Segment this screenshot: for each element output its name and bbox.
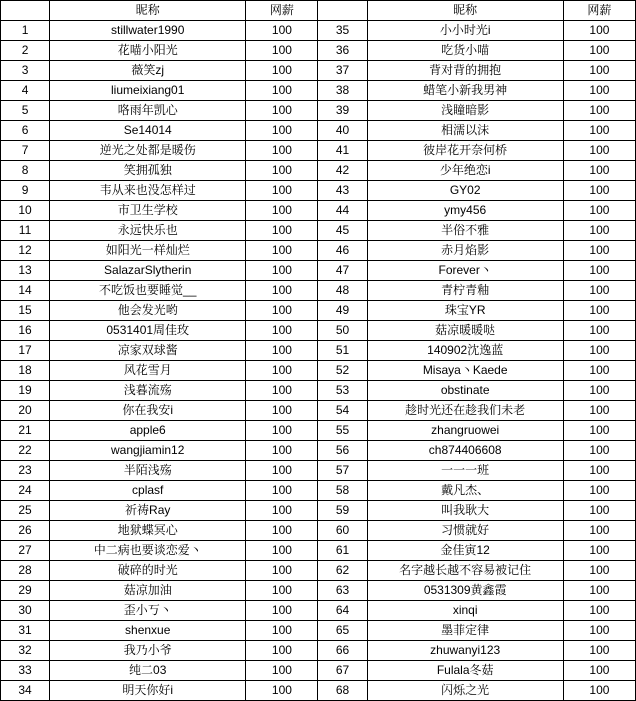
row-index-right: 62 xyxy=(318,561,367,581)
table-header-row xyxy=(1,1,636,21)
row-nickname-right: 背对背的拥抱 xyxy=(367,61,563,81)
row-pay-left: 100 xyxy=(246,141,318,161)
row-nickname-right: Fulala冬菇 xyxy=(367,661,563,681)
row-index-left: 20 xyxy=(1,401,50,421)
row-pay-left: 100 xyxy=(246,421,318,441)
row-index-left: 32 xyxy=(1,641,50,661)
row-nickname-left: 韦从来也没怎样过 xyxy=(50,181,246,201)
row-index-right: 56 xyxy=(318,441,367,461)
table-row xyxy=(1,561,636,581)
table-row xyxy=(1,601,636,621)
table-row xyxy=(1,221,636,241)
row-pay-right: 100 xyxy=(563,381,635,401)
row-pay-left: 100 xyxy=(246,501,318,521)
row-nickname-left: 如阳光一样灿烂 xyxy=(50,241,246,261)
row-index-left: 22 xyxy=(1,441,50,461)
row-pay-left: 100 xyxy=(246,361,318,381)
row-nickname-left: SalazarSlytherin xyxy=(50,261,246,281)
row-pay-right: 100 xyxy=(563,561,635,581)
row-index-right: 65 xyxy=(318,621,367,641)
table-row xyxy=(1,321,636,341)
row-nickname-left: 我乃小爷 xyxy=(50,641,246,661)
row-pay-right: 100 xyxy=(563,41,635,61)
row-pay-left: 100 xyxy=(246,61,318,81)
row-nickname-left: stillwater1990 xyxy=(50,21,246,41)
row-pay-right: 100 xyxy=(563,261,635,281)
table-row xyxy=(1,461,636,481)
row-index-right: 53 xyxy=(318,381,367,401)
row-pay-left: 100 xyxy=(246,561,318,581)
row-index-left: 17 xyxy=(1,341,50,361)
row-index-right: 58 xyxy=(318,481,367,501)
row-index-right: 43 xyxy=(318,181,367,201)
row-index-left: 26 xyxy=(1,521,50,541)
row-nickname-right: 半俗不雅 xyxy=(367,221,563,241)
row-pay-left: 100 xyxy=(246,181,318,201)
row-index-right: 59 xyxy=(318,501,367,521)
table-body xyxy=(1,21,636,701)
row-index-right: 61 xyxy=(318,541,367,561)
table-row xyxy=(1,641,636,661)
row-nickname-left: 不吃饭也要睡觉__ xyxy=(50,281,246,301)
row-nickname-left: 明天你好i xyxy=(50,681,246,701)
table-row xyxy=(1,441,636,461)
row-pay-right: 100 xyxy=(563,361,635,381)
row-nickname-left: shenxue xyxy=(50,621,246,641)
row-index-right: 63 xyxy=(318,581,367,601)
row-index-left: 11 xyxy=(1,221,50,241)
table-row xyxy=(1,681,636,701)
table-row xyxy=(1,201,636,221)
row-index-left: 9 xyxy=(1,181,50,201)
row-index-left: 28 xyxy=(1,561,50,581)
row-nickname-left: 永远快乐也 xyxy=(50,221,246,241)
row-nickname-right: 0531309黄鑫霞 xyxy=(367,581,563,601)
row-index-left: 29 xyxy=(1,581,50,601)
row-pay-left: 100 xyxy=(246,201,318,221)
row-nickname-right: 吃货小喵 xyxy=(367,41,563,61)
row-pay-left: 100 xyxy=(246,241,318,261)
row-index-left: 6 xyxy=(1,121,50,141)
row-pay-left: 100 xyxy=(246,281,318,301)
row-pay-right: 100 xyxy=(563,301,635,321)
row-nickname-left: 市卫生学校 xyxy=(50,201,246,221)
row-pay-right: 100 xyxy=(563,181,635,201)
row-pay-left: 100 xyxy=(246,541,318,561)
row-pay-right: 100 xyxy=(563,421,635,441)
row-index-left: 27 xyxy=(1,541,50,561)
row-nickname-right: xinqi xyxy=(367,601,563,621)
row-pay-right: 100 xyxy=(563,241,635,261)
row-nickname-left: liumeixiang01 xyxy=(50,81,246,101)
row-nickname-right: 小小时光i xyxy=(367,21,563,41)
row-nickname-left: 破碎的时光 xyxy=(50,561,246,581)
table-row xyxy=(1,41,636,61)
row-nickname-left: Se14014 xyxy=(50,121,246,141)
row-index-right: 39 xyxy=(318,101,367,121)
row-pay-left: 100 xyxy=(246,301,318,321)
row-nickname-left: 地狱蝶冥心 xyxy=(50,521,246,541)
row-index-right: 66 xyxy=(318,641,367,661)
row-index-left: 10 xyxy=(1,201,50,221)
row-index-right: 42 xyxy=(318,161,367,181)
header-index-left xyxy=(1,1,50,21)
row-index-right: 38 xyxy=(318,81,367,101)
row-pay-right: 100 xyxy=(563,581,635,601)
table-row xyxy=(1,261,636,281)
row-nickname-right: 青柠青釉 xyxy=(367,281,563,301)
table-row xyxy=(1,421,636,441)
row-index-right: 44 xyxy=(318,201,367,221)
table-row xyxy=(1,661,636,681)
row-pay-right: 100 xyxy=(563,681,635,701)
row-pay-right: 100 xyxy=(563,201,635,221)
row-nickname-left: 逆光之处都是暖伤 xyxy=(50,141,246,161)
row-nickname-right: 少年绝恋i xyxy=(367,161,563,181)
row-nickname-left: 歪小丂丶 xyxy=(50,601,246,621)
table-row xyxy=(1,61,636,81)
row-pay-left: 100 xyxy=(246,621,318,641)
row-nickname-left: apple6 xyxy=(50,421,246,441)
table-row xyxy=(1,121,636,141)
row-nickname-right: zhuwanyi123 xyxy=(367,641,563,661)
row-pay-right: 100 xyxy=(563,661,635,681)
row-index-left: 23 xyxy=(1,461,50,481)
row-index-left: 4 xyxy=(1,81,50,101)
row-index-right: 41 xyxy=(318,141,367,161)
table-row xyxy=(1,281,636,301)
row-pay-right: 100 xyxy=(563,21,635,41)
row-index-left: 12 xyxy=(1,241,50,261)
row-index-left: 8 xyxy=(1,161,50,181)
row-nickname-right: 一一一班 xyxy=(367,461,563,481)
row-pay-left: 100 xyxy=(246,641,318,661)
row-index-left: 30 xyxy=(1,601,50,621)
row-nickname-left: 咯雨年凯心 xyxy=(50,101,246,121)
row-nickname-left: 菇凉加油 xyxy=(50,581,246,601)
row-index-left: 15 xyxy=(1,301,50,321)
row-nickname-right: 菇凉暖暖哒 xyxy=(367,321,563,341)
row-pay-left: 100 xyxy=(246,101,318,121)
row-nickname-right: ch874406608 xyxy=(367,441,563,461)
row-nickname-right: 浅瞳暗影 xyxy=(367,101,563,121)
row-nickname-right: 趁时光还在趁我们未老 xyxy=(367,401,563,421)
row-nickname-right: 戴凡杰、 xyxy=(367,481,563,501)
row-index-right: 35 xyxy=(318,21,367,41)
row-pay-left: 100 xyxy=(246,601,318,621)
row-index-left: 25 xyxy=(1,501,50,521)
row-index-right: 46 xyxy=(318,241,367,261)
row-index-right: 48 xyxy=(318,281,367,301)
row-pay-right: 100 xyxy=(563,81,635,101)
row-index-left: 3 xyxy=(1,61,50,81)
row-index-left: 18 xyxy=(1,361,50,381)
row-pay-right: 100 xyxy=(563,481,635,501)
row-nickname-right: 相濡以沫 xyxy=(367,121,563,141)
table-row xyxy=(1,381,636,401)
row-nickname-left: cplasf xyxy=(50,481,246,501)
header-pay-right: 网薪 xyxy=(563,1,635,21)
table-row xyxy=(1,501,636,521)
header-pay-left: 网薪 xyxy=(246,1,318,21)
row-nickname-right: obstinate xyxy=(367,381,563,401)
row-index-right: 40 xyxy=(318,121,367,141)
row-pay-left: 100 xyxy=(246,381,318,401)
table-row xyxy=(1,621,636,641)
row-pay-right: 100 xyxy=(563,101,635,121)
row-nickname-left: 他会发光哟 xyxy=(50,301,246,321)
row-index-right: 67 xyxy=(318,661,367,681)
row-pay-right: 100 xyxy=(563,601,635,621)
row-index-left: 33 xyxy=(1,661,50,681)
table-row xyxy=(1,521,636,541)
row-pay-left: 100 xyxy=(246,21,318,41)
table-row xyxy=(1,161,636,181)
header-index-right xyxy=(318,1,367,21)
table-row xyxy=(1,21,636,41)
row-index-right: 55 xyxy=(318,421,367,441)
row-nickname-right: 彼岸花开奈何桥 xyxy=(367,141,563,161)
row-index-left: 14 xyxy=(1,281,50,301)
row-index-right: 36 xyxy=(318,41,367,61)
table-row xyxy=(1,541,636,561)
row-nickname-left: 祈祷Ray xyxy=(50,501,246,521)
row-index-right: 57 xyxy=(318,461,367,481)
row-pay-left: 100 xyxy=(246,581,318,601)
row-pay-left: 100 xyxy=(246,41,318,61)
row-nickname-right: ymy456 xyxy=(367,201,563,221)
row-index-right: 52 xyxy=(318,361,367,381)
row-nickname-left: 风花雪月 xyxy=(50,361,246,381)
header-nickname-right: 昵称 xyxy=(367,1,563,21)
row-nickname-left: 凉家双球酱 xyxy=(50,341,246,361)
table-row xyxy=(1,581,636,601)
row-nickname-left: 浅暮流殇 xyxy=(50,381,246,401)
row-index-left: 7 xyxy=(1,141,50,161)
row-pay-left: 100 xyxy=(246,321,318,341)
row-index-left: 31 xyxy=(1,621,50,641)
row-index-left: 2 xyxy=(1,41,50,61)
row-nickname-right: 叫我耿大 xyxy=(367,501,563,521)
table-row xyxy=(1,341,636,361)
row-pay-left: 100 xyxy=(246,481,318,501)
row-nickname-left: 纯二03 xyxy=(50,661,246,681)
row-index-right: 60 xyxy=(318,521,367,541)
row-nickname-right: 珠宝YR xyxy=(367,301,563,321)
row-index-left: 16 xyxy=(1,321,50,341)
row-nickname-right: Misaya丶Kaede xyxy=(367,361,563,381)
table-row xyxy=(1,481,636,501)
row-nickname-right: 闪烁之光 xyxy=(367,681,563,701)
row-pay-right: 100 xyxy=(563,61,635,81)
header-nickname-left: 昵称 xyxy=(50,1,246,21)
row-nickname-right: GY02 xyxy=(367,181,563,201)
row-nickname-right: Forever丶 xyxy=(367,261,563,281)
row-nickname-left: 0531401周佳玫 xyxy=(50,321,246,341)
row-nickname-left: 笑拥孤独 xyxy=(50,161,246,181)
row-index-right: 45 xyxy=(318,221,367,241)
row-nickname-left: 花喵小阳光 xyxy=(50,41,246,61)
row-pay-right: 100 xyxy=(563,141,635,161)
row-pay-right: 100 xyxy=(563,161,635,181)
row-index-left: 24 xyxy=(1,481,50,501)
row-index-right: 68 xyxy=(318,681,367,701)
row-index-right: 64 xyxy=(318,601,367,621)
row-nickname-right: 赤月焰影 xyxy=(367,241,563,261)
row-pay-left: 100 xyxy=(246,161,318,181)
table-row xyxy=(1,241,636,261)
row-pay-right: 100 xyxy=(563,281,635,301)
row-pay-right: 100 xyxy=(563,401,635,421)
row-index-right: 47 xyxy=(318,261,367,281)
row-pay-right: 100 xyxy=(563,501,635,521)
table-row xyxy=(1,181,636,201)
row-nickname-left: 中二病也要谈恋爱丶 xyxy=(50,541,246,561)
row-nickname-right: 140902沈逸蓝 xyxy=(367,341,563,361)
row-pay-right: 100 xyxy=(563,461,635,481)
row-index-left: 19 xyxy=(1,381,50,401)
row-pay-left: 100 xyxy=(246,81,318,101)
row-index-right: 54 xyxy=(318,401,367,421)
row-index-right: 49 xyxy=(318,301,367,321)
row-pay-left: 100 xyxy=(246,461,318,481)
row-pay-right: 100 xyxy=(563,341,635,361)
table-row xyxy=(1,401,636,421)
table-row xyxy=(1,101,636,121)
row-pay-left: 100 xyxy=(246,221,318,241)
row-pay-left: 100 xyxy=(246,441,318,461)
row-pay-right: 100 xyxy=(563,621,635,641)
row-index-right: 50 xyxy=(318,321,367,341)
row-pay-left: 100 xyxy=(246,521,318,541)
row-nickname-left: 半陌浅殇 xyxy=(50,461,246,481)
row-nickname-left: wangjiamin12 xyxy=(50,441,246,461)
table-row xyxy=(1,361,636,381)
row-index-left: 13 xyxy=(1,261,50,281)
row-pay-right: 100 xyxy=(563,521,635,541)
row-index-left: 1 xyxy=(1,21,50,41)
row-pay-right: 100 xyxy=(563,541,635,561)
row-nickname-right: 蜡笔小新我男神 xyxy=(367,81,563,101)
row-index-left: 5 xyxy=(1,101,50,121)
row-nickname-left: 你在我安i xyxy=(50,401,246,421)
row-pay-right: 100 xyxy=(563,321,635,341)
row-nickname-right: zhangruowei xyxy=(367,421,563,441)
row-pay-left: 100 xyxy=(246,341,318,361)
row-nickname-right: 习惯就好 xyxy=(367,521,563,541)
row-pay-left: 100 xyxy=(246,261,318,281)
row-pay-right: 100 xyxy=(563,441,635,461)
row-pay-right: 100 xyxy=(563,221,635,241)
row-nickname-right: 墨菲定律 xyxy=(367,621,563,641)
row-pay-left: 100 xyxy=(246,401,318,421)
row-index-right: 37 xyxy=(318,61,367,81)
row-pay-left: 100 xyxy=(246,681,318,701)
row-index-left: 21 xyxy=(1,421,50,441)
row-pay-right: 100 xyxy=(563,641,635,661)
table-row xyxy=(1,81,636,101)
row-nickname-right: 金佳寅12 xyxy=(367,541,563,561)
row-pay-left: 100 xyxy=(246,661,318,681)
row-nickname-left: 薇笑zj xyxy=(50,61,246,81)
row-pay-right: 100 xyxy=(563,121,635,141)
table-row xyxy=(1,301,636,321)
row-nickname-right: 名字越长越不容易被记住 xyxy=(367,561,563,581)
table-row xyxy=(1,141,636,161)
row-pay-left: 100 xyxy=(246,121,318,141)
row-index-right: 51 xyxy=(318,341,367,361)
row-index-left: 34 xyxy=(1,681,50,701)
